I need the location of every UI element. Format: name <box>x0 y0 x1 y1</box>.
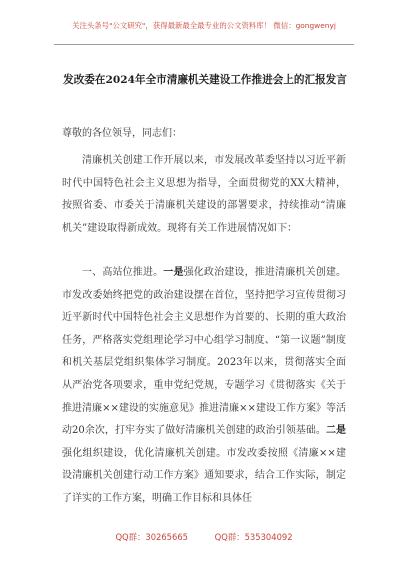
header-banner: 关注头条号"公文研究"，获得最新最全最专业的公文资料库！ 微信：gongwenyj <box>72 21 336 30</box>
footer-qq-group-2: QQ群：535304092 <box>214 532 293 542</box>
footer-qq-group-1: QQ群：30265665 <box>115 532 188 542</box>
paragraph-section-one <box>62 262 346 511</box>
point-two-marker: 二是 <box>325 425 346 437</box>
point-one-text: 强化政治建设，推进清廉机关创建。市发改委始终把党的政治建设摆在首位，坚持把学习宣传贯彻习近平新时代中国特色社会主义思想作为首要的、长期的重大政治任务，严格落实党组理论学习中心组学习制度、“第一议题”制度和机关基层党组织集体学习制度。2023年以来，贯彻落实全面从严治党各项要求，重申党纪党规，专题学习《贯彻落实《关于推进清廉××建设的实施意见》推进清廉××建设工作方案》等活动20余次，打牢夯实了做好清廉机关创建的政治引领基础。 <box>62 267 347 437</box>
header-divider <box>54 44 354 45</box>
paragraph-intro: 清廉机关创建工作开展以来，市发展改革委坚持以习近平新时代中国特色社会主义思想为指导，全面贯彻党的XX大精神，按照省委、市委关于清廉机关建设的部署要求，持续推动“清廉机关”建设取得新成效。现将有关工作进展情况如下： <box>62 155 346 234</box>
document-title: 发改委在2024年全市清廉机关建设工作推进会上的汇报发言 <box>63 74 347 86</box>
section-heading: 一、高站位推进。 <box>82 267 164 278</box>
point-one-marker: 一是 <box>163 267 184 278</box>
footer-contact <box>0 531 408 543</box>
salutation: 尊敬的各位领导，同志们： <box>62 128 182 139</box>
point-two-text: 强化组织建设，优化清廉机关创建。市发改委按照《清廉××建设清廉机关创建行动工作方案》通知要求，结合工作实际，制定了详实的工作方案，明确工作目标和具体任 <box>62 447 346 504</box>
